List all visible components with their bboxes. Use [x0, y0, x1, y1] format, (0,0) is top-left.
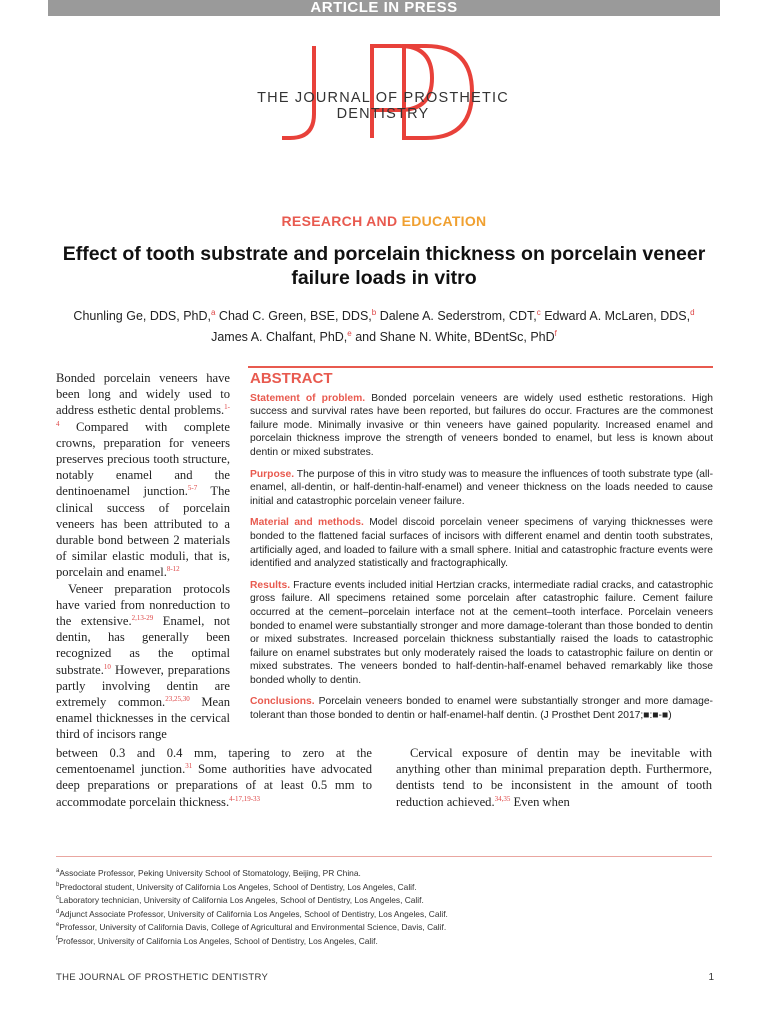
page-number: 1 — [708, 972, 714, 983]
author-sup: d — [690, 308, 695, 317]
affiliation-text: Predoctoral student, University of California Los Angeles, School of Dentistry, Los Angeles, Calif. — [59, 881, 417, 892]
citation-ref[interactable]: 2,13-29 — [131, 613, 154, 622]
article-in-press-banner: ARTICLE IN PRESS — [48, 0, 720, 16]
text-run: Cervical exposure of dentin may be inevitable with anything other than minimal preparation depth. Furthermore, dentists tend to be inconsistent in the amount of tooth reduction achieved. — [396, 746, 712, 809]
author-name: James A. Chalfant, PhD, — [211, 330, 348, 345]
citation-ref[interactable]: 34,35 — [494, 794, 511, 803]
abstract-conclusions — [250, 695, 713, 722]
affiliation-text: Laboratory technician, University of California Los Angeles, School of Dentistry, Los Angeles, Calif. — [59, 894, 424, 905]
abstract-section-head: Material and methods. — [250, 517, 364, 529]
section-label-part2: EDUCATION — [401, 213, 487, 229]
abstract-section-head: Conclusions. — [250, 696, 315, 708]
abstract-section-text: Bonded porcelain veneers are widely used esthetic restorations. High success and survival rates have been reported, but failures do occur. Fractures are the commonest failure mode. Minimally invasive or thin veneers have gained popularity. Increased enamel and porcelain thickness improve the strength of veneers bonded to enamel, but less is known about dentin or mixed substrates. — [250, 392, 714, 458]
affiliation-sup: e — [56, 922, 60, 929]
text-run: Bonded porcelain veneers have been long and widely used to address esthetic dental problems. — [56, 371, 230, 418]
abstract-section-text: The purpose of this in vitro study was to measure the influences of tooth substrate type (all-enamel, all-dentin, or half-dentin-half-enamel) and veneer thickness on the loads needed to cause initial and catastrophic porcelain veneer failure. — [250, 468, 713, 507]
affiliation-item — [56, 920, 712, 934]
author-name: and Shane N. White, BDentSc, PhD — [355, 330, 555, 345]
body-continuation-left — [56, 745, 372, 810]
affiliation-sup: f — [56, 935, 58, 942]
body-paragraph — [56, 370, 230, 581]
abstract-box — [248, 366, 713, 731]
text-run: Compared with complete crowns, preparation for veneers preserves precious tooth structure, notably enamel and the dentinoenamel junction. — [56, 419, 230, 499]
abstract-methods — [250, 516, 713, 570]
author-sup: b — [371, 308, 377, 317]
text-run: Veneer preparation protocols have varied from nonreduction to the extensive. — [56, 581, 230, 629]
author-sup: f — [554, 329, 557, 339]
abstract-heading: ABSTRACT — [250, 370, 333, 387]
text-run: Mean enamel thicknesses in the cervical third of incisors range — [56, 695, 230, 742]
abstract-section-head: Statement of problem. — [250, 392, 366, 404]
author-name: Chunling Ge, DDS, PhD, — [73, 309, 211, 324]
text-run: Some authorities have advocated deep preparations or preparations of at least 0.5 mm to accommodate porcelain thickness. — [56, 762, 372, 809]
affiliation-item — [56, 934, 712, 948]
article-title: Effect of tooth substrate and porcelain thickness on porcelain veneer failure loads in vitro — [62, 243, 706, 289]
author-name: Edward A. McLaren, DDS, — [544, 309, 691, 324]
abstract-section-head: Results. — [250, 579, 291, 591]
section-label-part1: RESEARCH AND — [281, 213, 402, 229]
abstract-section-text: Fracture events included initial Hertzian cracks, intermediate radial cracks, and catastrophic gross failure. All specimens retained some porcelain after catastrophic failure. Cement failure occurred at the cement–porcelain interface not at the cement–tooth interface. Porcelain veneers bonded to enamel were substantially stronger and more damage-tolerant than those bonded to dentin or mixed substrates. Increased porcelain thickness substantially raised the loads to catastrophic failure on enamel substrates but only moderately raised the loads to catastrophic failure on dentin or mixed substrates. The veneers bonded to half-dentin-half-enamel behaved remarkably like those bonded wholly to dentin. — [250, 579, 713, 686]
abstract-purpose — [250, 468, 713, 509]
citation-ref[interactable]: 31 — [185, 762, 193, 771]
abstract-statement — [250, 392, 713, 460]
abstract-section-text: Porcelain veneers bonded to enamel were substantially stronger and more damage-tolerant than those bonded to dentin or half-enamel-half dentin. (J Prosthet Dent 2017;■:■-■) — [250, 696, 713, 722]
author-name: Dalene A. Sederstrom, CDT, — [379, 309, 537, 324]
author-name: Chad C. Green, BSE, DDS, — [218, 309, 372, 324]
affiliation-text: Adjunct Associate Professor, University of California Los Angeles, School of Dentistry, Los Angeles, Calif. — [59, 908, 448, 919]
citation-ref[interactable]: 23,25,30 — [165, 694, 190, 703]
affiliations — [56, 866, 712, 948]
affiliation-item — [56, 880, 712, 894]
affiliation-item — [56, 866, 712, 880]
citation-ref[interactable]: 8-12 — [166, 565, 180, 574]
text-run: However, preparations partly involving dentin are extremely common. — [56, 662, 230, 710]
affiliation-text: Professor, University of California Davis, College of Agricultural and Environmental Science, Davis, Calif. — [59, 922, 447, 933]
abstract-results — [250, 579, 713, 688]
journal-name: THE JOURNAL OF PROSTHETIC DENTISTRY — [257, 90, 509, 122]
text-run: Even when — [510, 794, 570, 809]
author-sup: a — [210, 308, 216, 317]
text-run: between 0.3 and 0.4 mm, tapering to zero at the cementoenamel junction. — [56, 746, 372, 777]
author-sup: c — [536, 308, 541, 317]
body-continuation-right — [396, 745, 712, 810]
citation-ref[interactable]: 1-4 — [56, 403, 230, 428]
footnote-divider — [56, 856, 712, 857]
affiliation-sup: c — [56, 895, 59, 902]
affiliation-sup: a — [56, 868, 60, 874]
section-label — [0, 213, 768, 229]
citation-ref[interactable]: 10 — [103, 662, 111, 671]
abstract-section-head: Purpose. — [250, 468, 295, 480]
citation-ref[interactable]: 5-7 — [187, 484, 198, 493]
footer-journal-name: THE JOURNAL OF PROSTHETIC DENTISTRY — [56, 972, 269, 983]
text-run: The clinical success of porcelain veneers has been attributed to a durable bond between 2 materials of similar elastic moduli, that is, porcelain and enamel. — [56, 484, 230, 580]
abstract-section-text: Model discoid porcelain veneer specimens of varying thicknesses were bonded to the flattened facial surfaces of incisors with different enamel and dentin tooth substrates, artificially aged, and loaded to failure with a small sphere. Initial and catastrophic fracture events were identified and analyzed statistically and fractographically. — [250, 517, 713, 570]
affiliation-text: Professor, University of California Los Angeles, School of Dentistry, Los Angeles, Calif. — [57, 935, 378, 946]
left-column-text — [56, 370, 230, 743]
affiliation-item — [56, 907, 712, 921]
affiliation-sup: d — [56, 908, 60, 915]
citation-ref[interactable]: 4-17,19-33 — [229, 794, 261, 803]
affiliation-text: Associate Professor, Peking University School of Stomatology, Beijing, PR China. — [59, 867, 361, 878]
affiliation-item — [56, 893, 712, 907]
author-sup: e — [347, 329, 352, 339]
author-list — [40, 304, 728, 346]
body-paragraph — [56, 581, 230, 743]
text-run: Enamel, not dentin, has generally been recognized as the optimal substrate. — [56, 614, 230, 677]
affiliation-sup: b — [56, 881, 60, 888]
